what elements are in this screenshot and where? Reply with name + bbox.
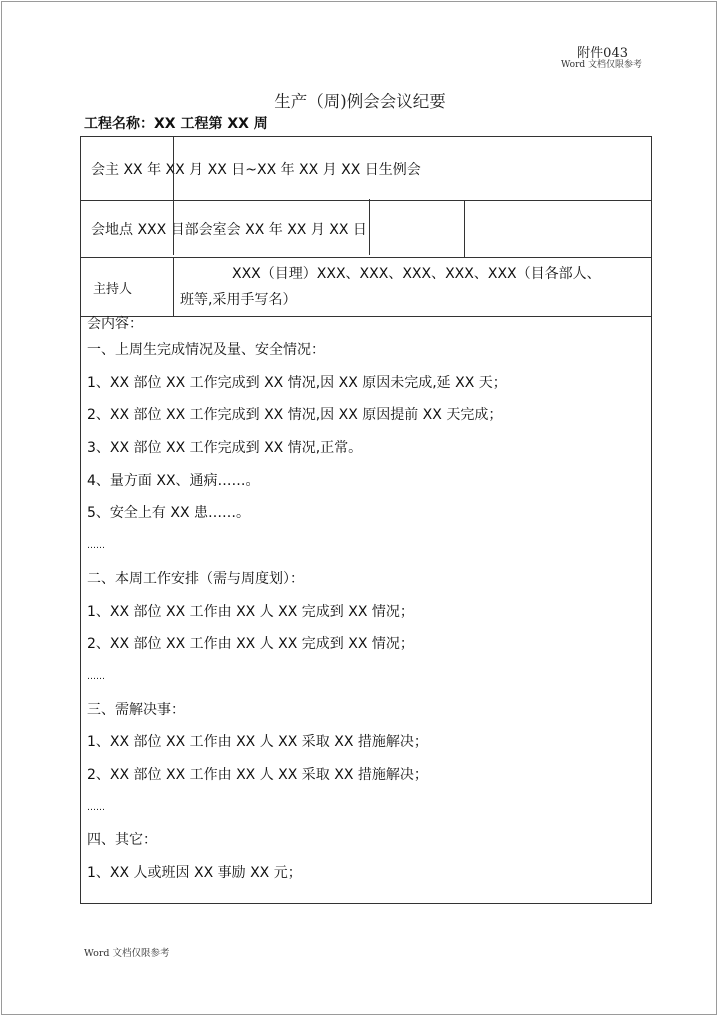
- section-1-item: 5、安全上有 XX 患……。: [87, 505, 250, 522]
- minutes-table: [80, 136, 652, 904]
- section-1-item: 2、XX 部位 XX 工作完成到 XX 情况,因 XX 原因提前 XX 天完成；: [87, 407, 503, 424]
- meeting-place-cell: [81, 201, 465, 258]
- ellipsis: ……: [87, 671, 105, 682]
- content-row: [81, 317, 652, 904]
- section-4-heading: 四、其它：: [87, 832, 157, 849]
- section-4-item: 1、XX 人或班因 XX 事励 XX 元；: [87, 865, 302, 881]
- section-3-item: 2、XX 部位 XX 工作由 XX 人 XX 采取 XX 措施解决；: [87, 766, 428, 783]
- section-1-item: 3、XX 部位 XX 工作完成到 XX 情况,正常。: [87, 440, 363, 457]
- column-divider-line: [173, 199, 174, 255]
- section-3-heading: 三、需解决事：: [87, 701, 185, 718]
- host-names-line-1: XXX（目理）XXX、XXX、XXX、XXX、XXX（目各部人、: [232, 266, 601, 282]
- project-name: 工程名称：XX 工程第 XX 周: [84, 116, 268, 132]
- section-2-item: 2、XX 部位 XX 工作由 XX 人 XX 完成到 XX 情况；: [87, 636, 414, 653]
- section-1-item: 1、XX 部位 XX 工作完成到 XX 情况,因 XX 原因未完成,延 XX 天；: [87, 374, 507, 391]
- host-names-line-2: 班等,采用手写名）: [180, 292, 297, 308]
- content-heading: 会内容：: [87, 316, 143, 332]
- meeting-name-cell: [81, 137, 652, 201]
- ellipsis: ……: [87, 802, 105, 813]
- section-1-item: 4、量方面 XX、通病……。: [87, 472, 260, 489]
- section-2-item: 1、XX 部位 XX 工作由 XX 人 XX 完成到 XX 情况；: [87, 603, 414, 620]
- section-2-heading: 二、本周工作安排（需与周度划）：: [87, 570, 304, 587]
- meeting-place-empty-cell: [465, 201, 652, 258]
- host-names-cell: [174, 258, 652, 317]
- footer-watermark-note: Word 文档仅限参考: [84, 948, 170, 959]
- meeting-place-text: 会地点 XXX 目部会室会 XX 年 XX 月 XX 日: [91, 222, 367, 238]
- meeting-content: [87, 314, 651, 890]
- section-3-item: 1、XX 部位 XX 工作由 XX 人 XX 采取 XX 措施解决；: [87, 734, 428, 751]
- host-label: 主持人: [93, 281, 133, 297]
- host-names: [174, 261, 651, 313]
- ellipsis: ……: [87, 541, 105, 552]
- document-title: 生产（周)例会会议纪要: [274, 92, 446, 111]
- meeting-content-cell: [81, 317, 652, 904]
- column-divider-line: [173, 136, 174, 199]
- column-divider-line: [369, 199, 370, 255]
- meeting-name-row: [81, 137, 652, 201]
- attachment-number: 附件043: [577, 46, 628, 61]
- section-1-heading: 一、上周生完成情况及量、安全情况：: [87, 342, 325, 358]
- header-watermark-note: Word 文档仅限参考: [561, 60, 642, 70]
- meeting-name-text: 会主 XX 年 XX 月 XX 日~XX 年 XX 月 XX 日生例会: [91, 161, 421, 178]
- host-row: [81, 258, 652, 317]
- meeting-place-row: [81, 201, 652, 258]
- host-label-cell: [81, 258, 174, 317]
